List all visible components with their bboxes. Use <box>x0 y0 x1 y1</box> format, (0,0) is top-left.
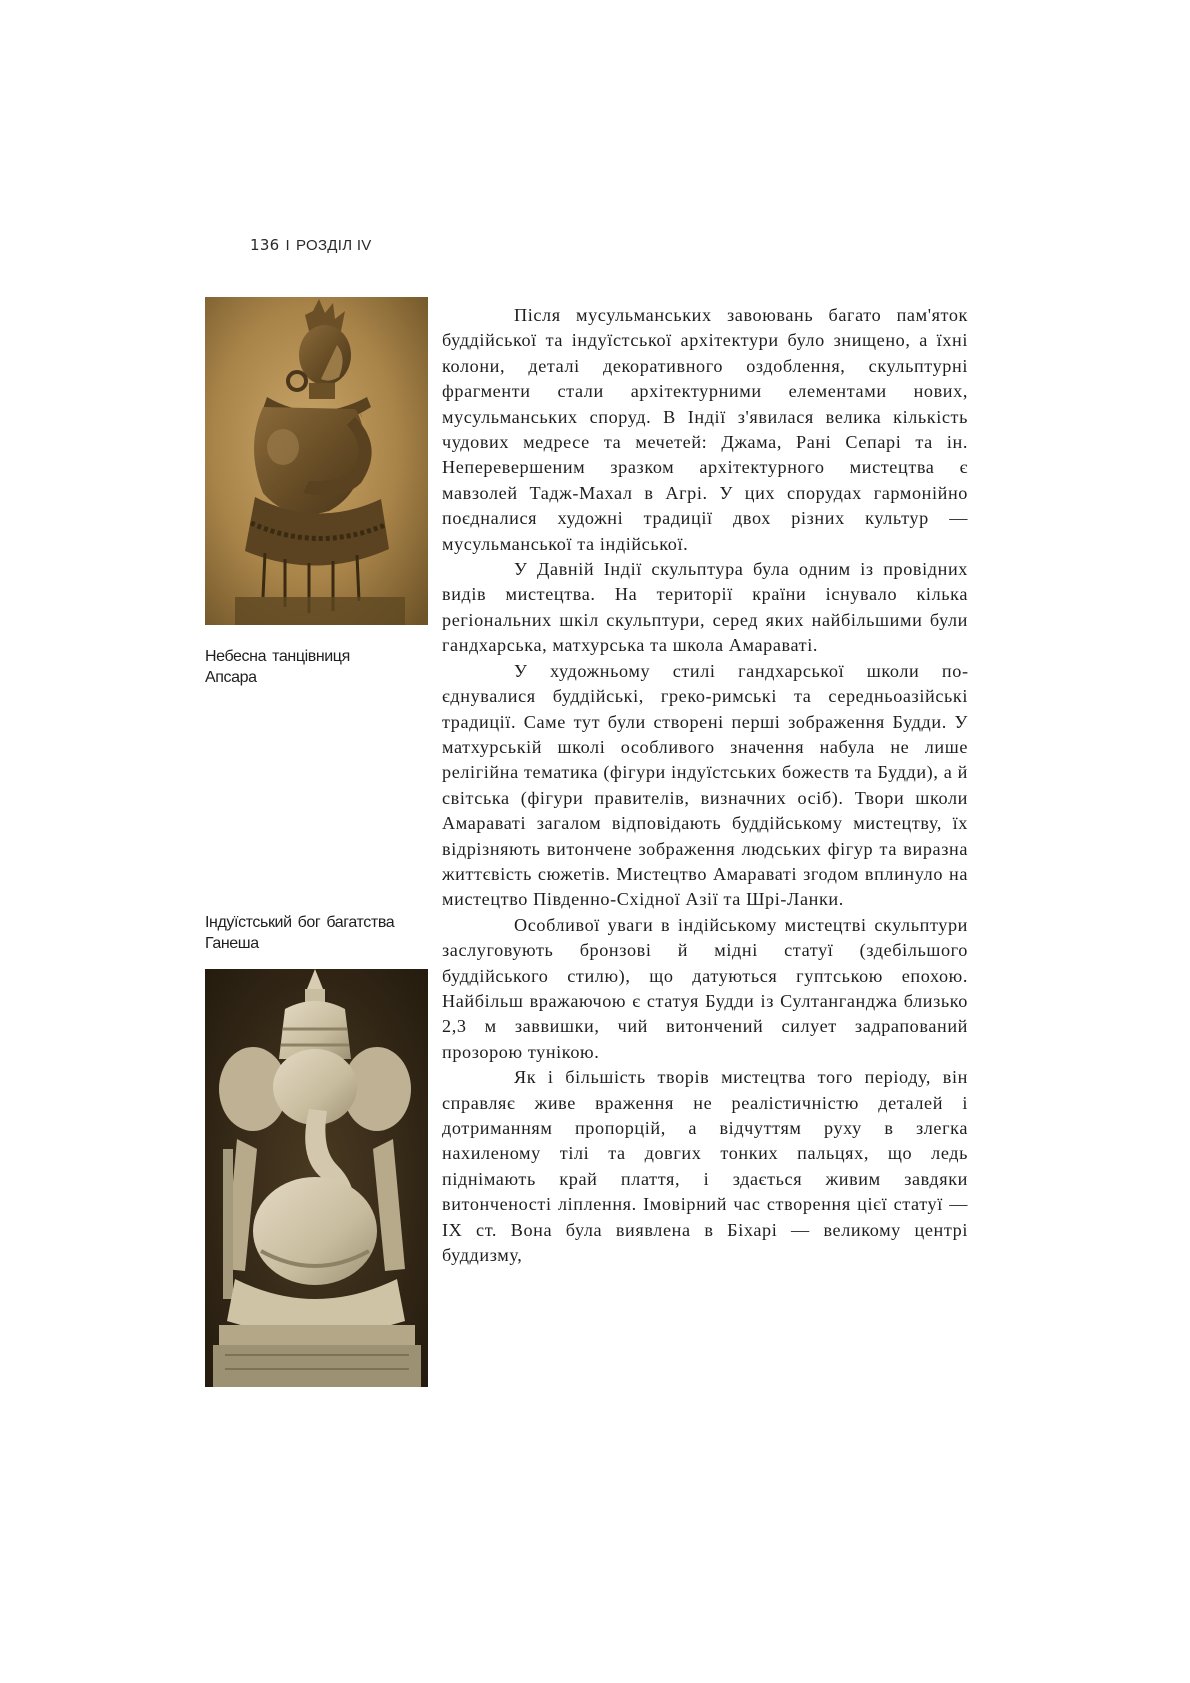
main-article-text <box>442 303 968 1268</box>
apsara-caption-line2: Апсара <box>205 669 257 686</box>
running-header <box>250 236 372 254</box>
ganesha-caption-line1: Індуїстський бог багатства <box>205 914 395 931</box>
ganesha-caption-line2: Ганеша <box>205 935 259 952</box>
section-title: РОЗДІЛ IV <box>296 237 372 254</box>
body-paragraph-3: У художньому стилі гандхарської школи поєднувалися буддійські, греко-римські та середньоазійські традиції. Саме тут були створені перші зображення Будди. У матхурській школі особливого значення набула не лише релігійна тематика (фігури індуїстських божеств та Будди), а й світська (фігури правителів, визначних осіб). Твори школи Амараваті загалом відповідають буддійському мистецтву, їх відрізняють витончене зображення людських фігур та виразна життєвість сюжетів. Мистецтво Амараваті згодом вплинуло на мистецтво Південно-Східної Азії та Шрі-Ланки. <box>442 660 968 910</box>
apsara-caption-line1: Небесна танцівниця <box>205 648 350 665</box>
header-separator: I <box>285 237 290 254</box>
ganesha-sculpture-image <box>205 969 428 1387</box>
body-paragraph-2: У Давній Індії скульптура була одним із провідних видів мистецтва. На території країни існувало кілька регіональних шкіл скульптури, серед яких найбільшими були гандхарська, матхурська та школа Амараваті. <box>442 559 968 656</box>
body-paragraph-1: Після мусульманських завоювань багато пам'яток буддійської та індуїстської архітектури було знищено, а їхні колони, деталі декоративного оздоблення, скульптурні фрагменти стали архітектурними елементами нових, мусульманських споруд. В Індії з'явилася велика кількість чудових медресе та мечетей: Джама, Рані Сепарі та ін. Неперевершеним зразком архітектурного мистецтва є мавзолей Тадж-Махал в Агрі. У цих спорудах гармонійно поєдналися художні традиції двох різних культур — мусульманської та індійської. <box>442 305 968 554</box>
body-paragraph-5: Як і більшість творів мистецтва того періоду, він справляє живе враження не реалістичністю деталей і дотриманням пропорцій, а відчуттям руху в злегка нахиленому тілі та довгих тонких пальцях, що ледь піднімають край плаття, і здається живим завдяки витонченості ліплення. Імовірний час створення цієї статуї — IX ст. Вона була виявлена в Біхарі — великому центрі буддизму, <box>442 1067 968 1266</box>
body-paragraph-4: Особливої уваги в індійському мистецтві скульптури заслуговують бронзові й мідні статуї (здебільшого буддійського стилю), що датуються гуптською епохою. Найбільш вражаючою є статуя Будди із Султанганджа близько 2,3 м заввишки, чий витончений силует задрапований прозорою тунікою. <box>442 914 968 1062</box>
page-number: 136 <box>250 236 280 254</box>
apsara-caption <box>205 646 430 688</box>
ganesha-caption <box>205 912 430 954</box>
apsara-sculpture-image <box>205 297 428 625</box>
